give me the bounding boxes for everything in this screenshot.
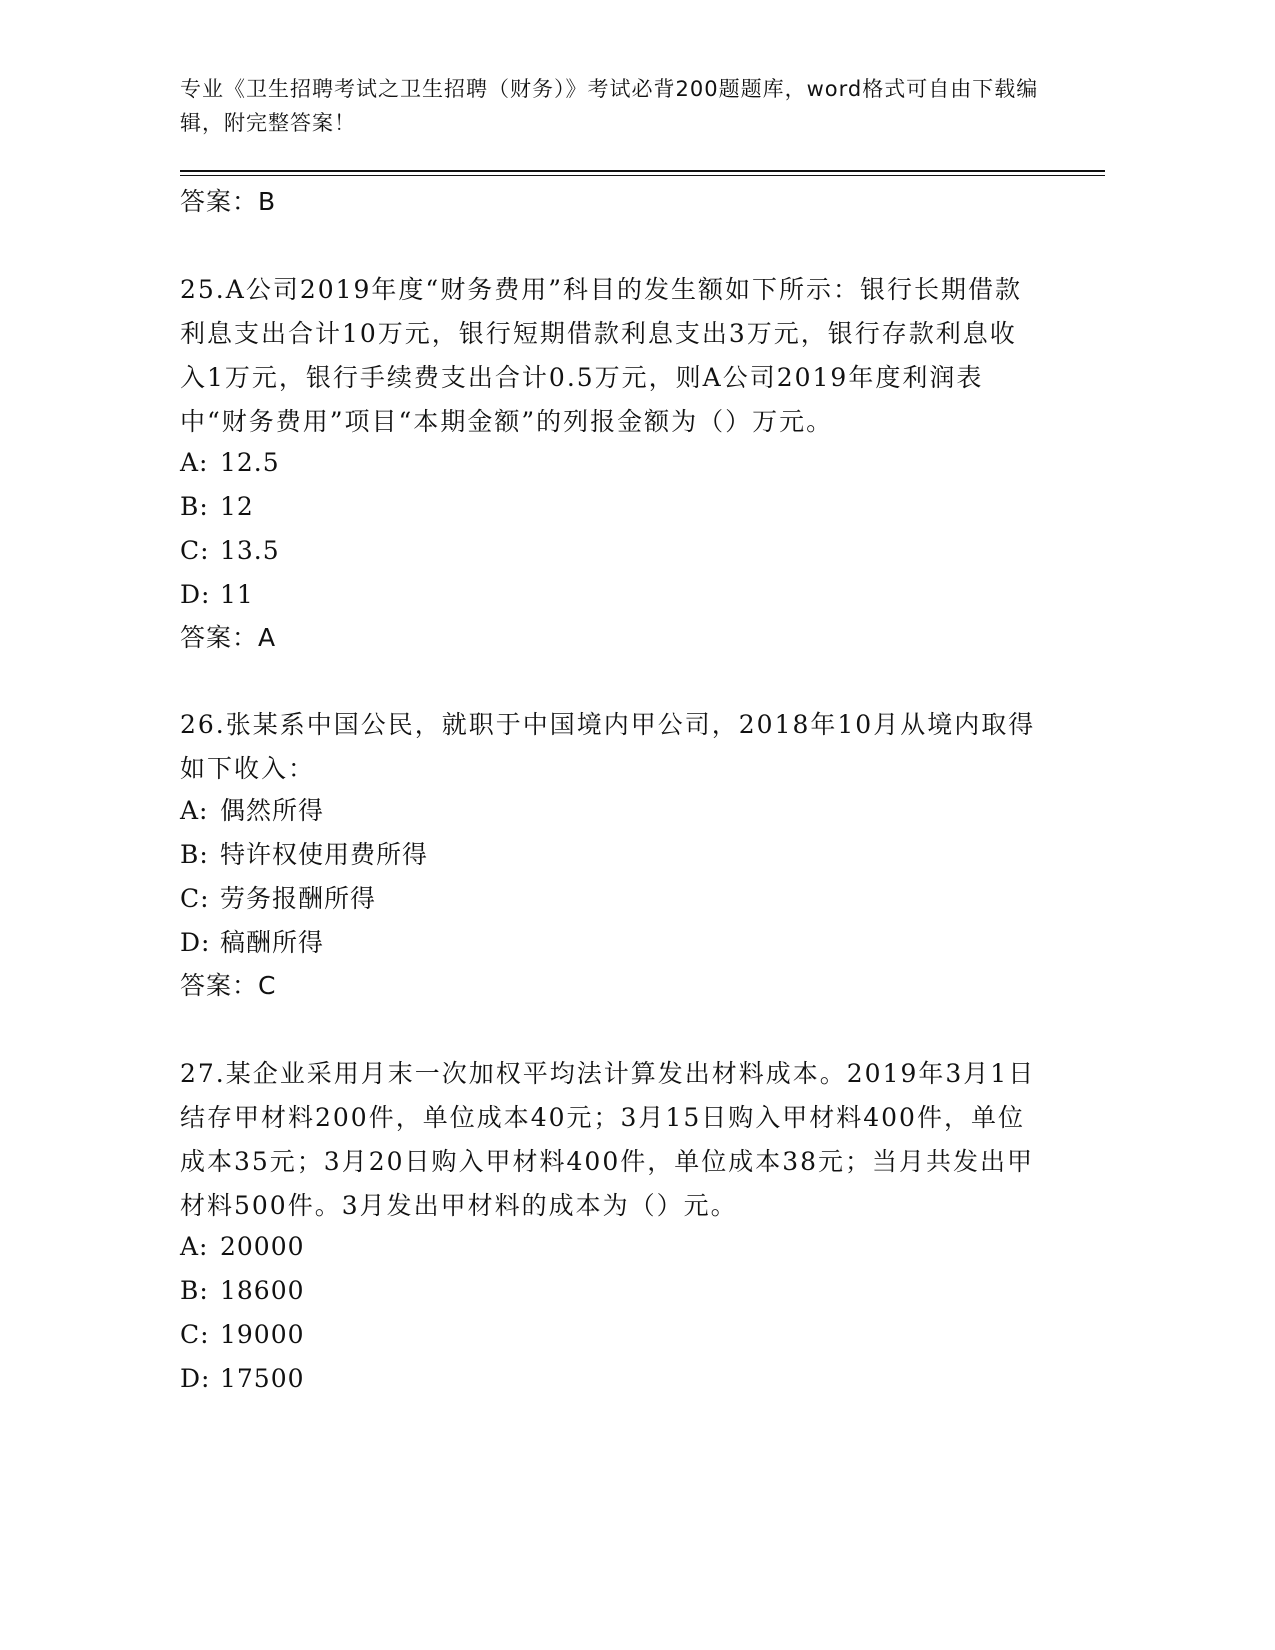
answer-label: 答案：B [180, 187, 277, 216]
option-text: 11 [220, 580, 254, 609]
question-27-option-b [180, 1273, 305, 1309]
question-26-option-b [180, 837, 428, 873]
header-divider-thick [180, 170, 1105, 172]
option-text: 19000 [220, 1320, 305, 1349]
option-letter: C: [180, 536, 210, 565]
option-letter: A: [180, 448, 209, 477]
option-letter: A: [180, 1232, 209, 1261]
option-text: 18600 [220, 1276, 305, 1305]
page-header: 专业《卫生招聘考试之卫生招聘（财务）》考试必背200题题库，word格式可自由下载编辑，附完整答案！ [180, 77, 1039, 135]
question-27-option-d [180, 1361, 305, 1397]
option-letter: D: [180, 580, 211, 609]
question-27-option-a [180, 1229, 305, 1265]
question-25-option-d [180, 577, 254, 613]
option-letter: C: [180, 884, 210, 913]
option-letter: B: [180, 492, 209, 521]
option-letter: B: [180, 840, 209, 869]
option-letter: C: [180, 1320, 210, 1349]
question-25-option-c [180, 533, 280, 569]
option-text: 偶然所得 [220, 796, 325, 825]
option-text: 17500 [220, 1364, 305, 1393]
header-divider-thin [180, 175, 1105, 176]
option-text: 劳务报酬所得 [220, 884, 377, 913]
question-26-option-d [180, 925, 324, 961]
question-25-option-b [180, 489, 254, 525]
option-letter: D: [180, 1364, 211, 1393]
question-25-answer: 答案：A [180, 623, 277, 652]
question-26-answer: 答案：C [180, 971, 277, 1000]
question-25-text: 25.A公司2019年度“财务费用”科目的发生额如下所示：银行长期借款利息支出合计10万元，银行短期借款利息支出3万元，银行存款利息收入1万元，银行手续费支出合计0.5万元，则A公司2019年度利润表中“财务费用”项目“本期金额”的列报金额为（）万元。 [180, 275, 1022, 436]
question-25-option-a [180, 445, 280, 481]
question-26-text: 26.张某系中国公民，就职于中国境内甲公司，2018年10月从境内取得如下收入： [180, 710, 1036, 783]
option-text: 12.5 [220, 448, 280, 477]
option-letter: D: [180, 928, 211, 957]
option-letter: A: [180, 796, 209, 825]
option-text: 特许权使用费所得 [220, 840, 429, 869]
question-27-option-c [180, 1317, 305, 1353]
option-text: 稿酬所得 [220, 928, 325, 957]
option-text: 12 [220, 492, 254, 521]
option-text: 13.5 [220, 536, 280, 565]
question-26-option-c [180, 881, 376, 917]
option-text: 20000 [220, 1232, 305, 1261]
question-26-option-a [180, 793, 324, 829]
option-letter: B: [180, 1276, 209, 1305]
question-27-text: 27.某企业采用月末一次加权平均法计算发出材料成本。2019年3月1日结存甲材料200件，单位成本40元；3月15日购入甲材料400件，单位成本35元；3月20日购入甲材料400件，单位成本38元；当月共发出甲材料500件。3月发出甲材料的成本为（）元。 [180, 1059, 1036, 1220]
